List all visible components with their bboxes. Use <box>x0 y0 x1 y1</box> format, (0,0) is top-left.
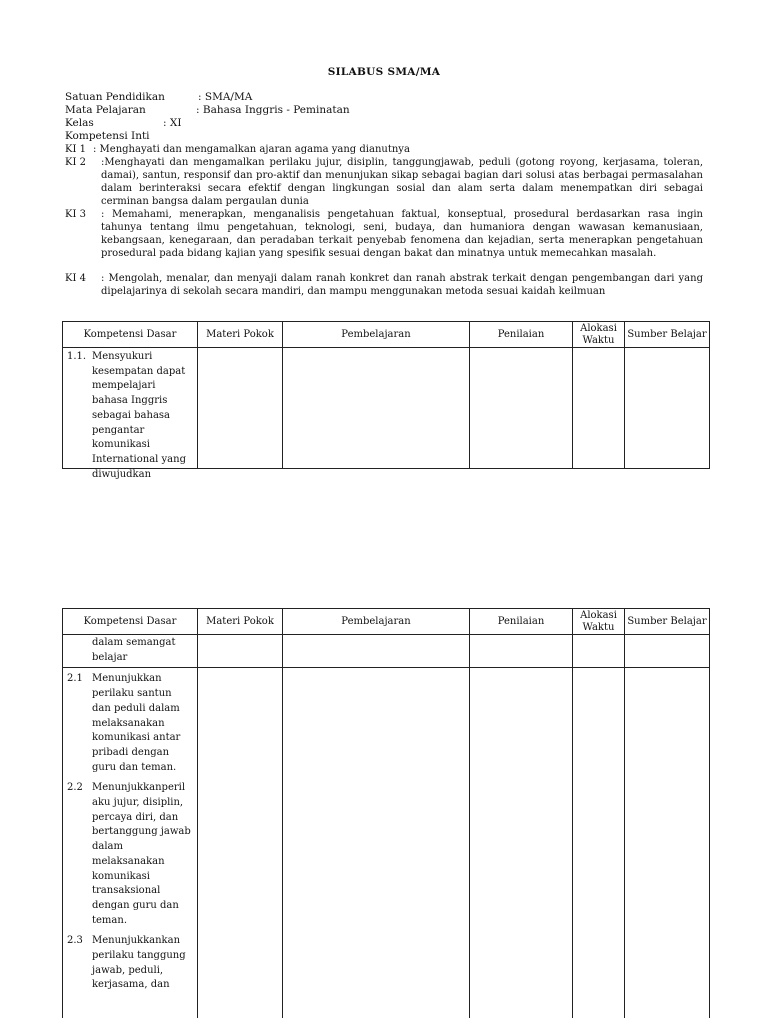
header-kompetensi-dasar: Kompetensi Dasar <box>63 322 198 348</box>
header-kompetensi-dasar: Kompetensi Dasar <box>63 609 198 635</box>
alokasi-cell <box>573 635 625 668</box>
ki-1-code: KI 1 <box>65 144 86 155</box>
ki-3 <box>65 208 703 260</box>
kd-2-1 <box>63 668 197 777</box>
header-penilaian: Penilaian <box>470 609 573 635</box>
meta-satuan-label: Satuan Pendidikan <box>65 91 165 103</box>
silabus-table-1 <box>62 321 710 480</box>
alokasi-cell <box>573 668 625 1018</box>
kd-cell <box>63 348 198 480</box>
table-row <box>63 668 710 1018</box>
ki-2 <box>65 156 703 208</box>
ki-2-code: KI 2 <box>65 157 86 168</box>
ki-1-text: : Menghayati dan mengamalkan ajaran agama yang dianutnya <box>93 144 410 155</box>
kd-number: 1.1. <box>67 351 87 362</box>
kd-2-3 <box>63 930 197 995</box>
penilaian-cell <box>470 668 573 1018</box>
kd-cell <box>63 668 198 1018</box>
alokasi-cell <box>573 348 625 469</box>
sumber-cell <box>625 668 710 1018</box>
header-penilaian: Penilaian <box>470 322 573 348</box>
sumber-cell <box>625 635 710 668</box>
kd-text: Menunjukkanperil aku jujur, disiplin, percaya diri, dan bertanggung jawab dalam melaksanakan komunikasi transaksional dengan guru dan teman. <box>92 782 191 926</box>
penilaian-cell <box>470 348 573 469</box>
meta-mapel-label: Mata Pelajaran <box>65 104 146 116</box>
kd-number: 2.1 <box>67 673 83 685</box>
ki-2-text: :Menghayati dan mengamalkan perilaku jujur, disiplin, tanggungjawab, peduli (gotong royong, kerjasama, toleran, damai), santun, responsif dan pro-aktif dan menunjukan sikap sebagai bagian dari solusi atas berbagai permasalahan dalam berinteraksi secara efektif dengan lingkungan sosial dan alam serta dalam menempatkan diri sebagai cerminan bangsa dalam pergaulan dunia <box>101 157 703 207</box>
kd-2-2 <box>63 777 197 930</box>
kd-text: Menunjukkankan perilaku tanggung jawab, peduli, kerjasama, dan <box>92 935 186 991</box>
header-pembelajaran: Pembelajaran <box>283 609 470 635</box>
silabus-table-2 <box>62 608 710 1018</box>
header-pembelajaran: Pembelajaran <box>283 322 470 348</box>
ki-3-code: KI 3 <box>65 209 86 220</box>
meta-kelas-value: : XI <box>163 117 182 129</box>
ki-3-text: : Memahami, menerapkan, menganalisis pengetahuan faktual, konseptual, prosedural berdasarkan rasa ingin tahunya tentang ilmu pengetahuan, teknologi, seni, budaya, dan humaniora dengan wawasan kemanusiaan, kebangsaan, kenegaraan, dan peradaban terkait penyebab fenomena dan kejadian, serta menerapkan pengetahuan prosedural pada bidang kajian yang spesifik sesuai dengan bakat dan minatnya untuk memecahkan masalah. <box>101 209 703 259</box>
header-alokasi-waktu: Alokasi Waktu <box>573 322 625 348</box>
kd-continuation-text: dalam semangat belajar <box>92 637 176 663</box>
table-row <box>63 348 710 469</box>
table-header-row <box>63 609 710 635</box>
meta-satuan <box>65 91 252 104</box>
sumber-cell <box>625 348 710 469</box>
table-row <box>63 635 710 668</box>
meta-mapel <box>65 104 350 117</box>
materi-cell <box>198 635 283 668</box>
page-title: SILABUS SMA/MA <box>327 66 441 78</box>
header-sumber-belajar: Sumber Belajar <box>625 609 710 635</box>
ki-heading: Kompetensi Inti <box>65 130 150 142</box>
meta-kelas-label: Kelas <box>65 117 94 129</box>
ki-4-text: : Mengolah, menalar, dan menyaji dalam ranah konkret dan ranah abstrak terkait dengan pengembangan dari yang dipelajarinya di sekolah secara mandiri, dan mampu menggunakan metoda sesuai kaidah keilmuan <box>101 273 703 297</box>
penilaian-cell <box>470 635 573 668</box>
meta-satuan-value: : SMA/MA <box>198 91 253 103</box>
kd-text: Mensyukuri kesempatan dapat mempelajari bahasa Inggris sebagai bahasa pengantar komunikasi International yang diwujudkan <box>92 351 186 480</box>
header-alokasi-waktu: Alokasi Waktu <box>573 609 625 635</box>
pembelajaran-cell <box>283 635 470 668</box>
kd-number: 2.3 <box>67 935 83 947</box>
ki-4-code: KI 4 <box>65 273 86 284</box>
kd-text: Menunjukkan perilaku santun dan peduli dalam melaksanakan komunikasi antar pribadi dengan guru dan teman. <box>92 673 181 773</box>
table-header-row <box>63 322 710 348</box>
header-materi-pokok: Materi Pokok <box>198 609 283 635</box>
pembelajaran-cell <box>283 668 470 1018</box>
ki-4 <box>65 272 703 298</box>
materi-cell <box>198 348 283 469</box>
kd-cell <box>63 635 198 668</box>
ki-1 <box>65 143 703 156</box>
header-sumber-belajar: Sumber Belajar <box>625 322 710 348</box>
pembelajaran-cell <box>283 348 470 469</box>
header-materi-pokok: Materi Pokok <box>198 322 283 348</box>
meta-mapel-value: : Bahasa Inggris - Peminatan <box>196 104 350 116</box>
kd-number: 2.2 <box>67 782 83 794</box>
materi-cell <box>198 668 283 1018</box>
meta-kelas <box>65 117 182 130</box>
